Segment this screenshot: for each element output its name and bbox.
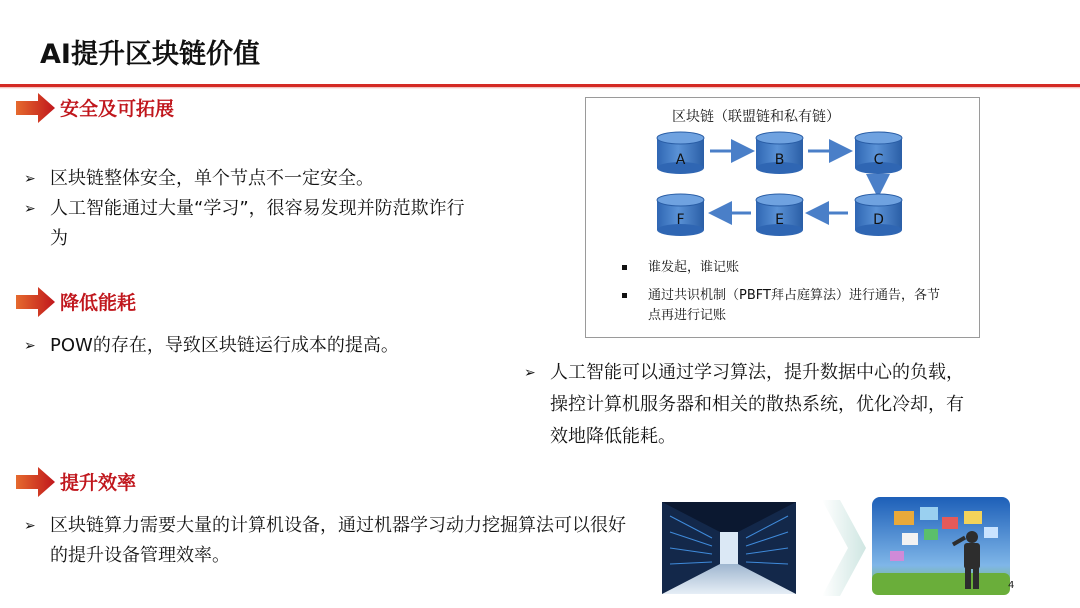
node-a — [657, 132, 704, 174]
section-label: 降低能耗 — [60, 292, 137, 314]
energy-bullets — [24, 331, 494, 361]
svg-text:A: A — [675, 152, 686, 168]
bullet-arrow-icon: ➢ — [24, 518, 36, 534]
square-bullet-icon — [622, 265, 627, 270]
blockchain-diagram — [585, 97, 980, 338]
title-divider — [0, 84, 1080, 87]
node-c — [855, 132, 902, 174]
section-head-security — [16, 92, 236, 124]
diagram-title: 区块链（联盟链和私有链） — [672, 109, 840, 125]
list-item: ➢ 人工智能通过大量“学习”，很容易发现并防范欺诈行为 — [24, 194, 480, 254]
svg-text:E: E — [775, 212, 784, 228]
list-item: ➢ 人工智能可以通过学习算法，提升数据中心的负载，操控计算机服务器和相关的散热系统，优化冷却，有效地降低能耗。 — [524, 357, 979, 453]
page-number: 4 — [1008, 580, 1015, 591]
chevron-right-icon — [822, 500, 868, 596]
section-label: 提升效率 — [60, 472, 137, 494]
node-f — [657, 194, 704, 236]
svg-text:D: D — [873, 212, 884, 228]
data-center-image — [662, 502, 796, 594]
energy-side-bullets — [524, 357, 979, 453]
list-item: ➢ 区块链整体安全，单个节点不一定安全。 — [24, 164, 494, 194]
list-item: ➢ POW的存在，导致区块链运行成本的提高。 — [24, 331, 494, 361]
ai-person-image — [872, 497, 1010, 595]
bullet-arrow-icon: ➢ — [24, 171, 36, 187]
blockchain-flow — [586, 98, 981, 258]
section-head-energy — [16, 286, 236, 318]
node-b — [756, 132, 803, 174]
node-e — [756, 194, 803, 236]
list-item: 谁发起，谁记账 — [622, 258, 952, 278]
node-d — [855, 194, 902, 236]
list-item: 通过共识机制（PBFT拜占庭算法）进行通告，各节点再进行记账 — [622, 286, 952, 326]
section-label: 安全及可拓展 — [60, 98, 175, 120]
bullet-arrow-icon: ➢ — [524, 365, 536, 381]
square-bullet-icon — [622, 293, 627, 298]
diagram-notes — [622, 258, 952, 334]
svg-text:B: B — [774, 152, 785, 168]
red-arrow-icon — [16, 92, 56, 124]
list-item: ➢ 区块链算力需要大量的计算机设备，通过机器学习动力挖掘算法可以很好的提升设备管理效率。 — [24, 511, 639, 571]
bullet-arrow-icon: ➢ — [24, 201, 36, 217]
efficiency-bullets — [24, 511, 639, 571]
red-arrow-icon — [16, 466, 56, 498]
svg-text:F: F — [676, 212, 685, 228]
security-bullets — [24, 164, 494, 254]
red-arrow-icon — [16, 286, 56, 318]
page-title: AI提升区块链价值 — [40, 39, 260, 70]
svg-text:C: C — [873, 152, 884, 168]
bullet-arrow-icon: ➢ — [24, 338, 36, 354]
section-head-efficiency — [16, 466, 236, 498]
